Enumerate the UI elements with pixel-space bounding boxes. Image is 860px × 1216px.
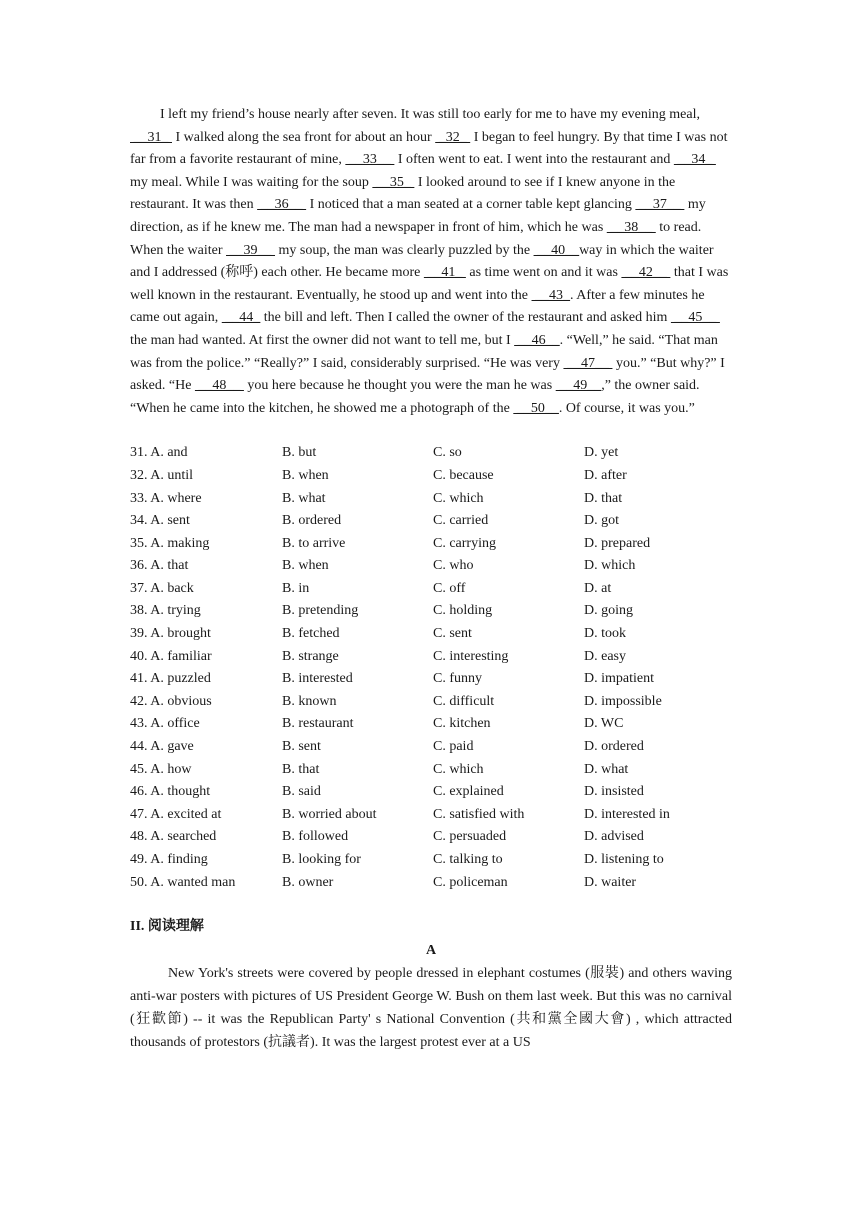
blank: __36__ (257, 197, 307, 213)
blank: __46__ (514, 332, 560, 348)
option-c: C. off (433, 580, 466, 596)
option-d: D. yet (584, 445, 619, 461)
option-a: 50. A. wanted man (130, 874, 236, 890)
option-row (130, 759, 732, 782)
option-c: C. difficult (433, 693, 495, 709)
exam-page (130, 104, 732, 1054)
option-d: D. prepared (584, 535, 651, 551)
option-a: 42. A. obvious (130, 693, 212, 709)
passage-text: I began to feel hungry. By that time I was not far from a favorite restaurant of mine, (130, 129, 728, 168)
option-d: D. listening to (584, 852, 664, 867)
blank: __34_ (673, 152, 716, 168)
blank: _32_ (435, 129, 471, 145)
option-a: 39. A. brought (130, 626, 211, 642)
passage-letter: A (425, 943, 437, 959)
passage-text: to read. When the waiter (130, 219, 702, 258)
option-row (130, 668, 732, 691)
option-d: D. got (584, 513, 619, 529)
option-b: B. in (282, 580, 310, 596)
option-b: B. fetched (282, 626, 340, 642)
passage-text: the man had wanted. At first the owner did not want to tell me, but I (130, 332, 515, 348)
option-d: D. impossible (584, 693, 662, 709)
option-b: B. followed (282, 829, 349, 845)
blank: __44_ (221, 310, 261, 326)
option-d: D. which (584, 558, 636, 574)
option-c: C. paid (433, 739, 474, 755)
passage-text: my soup, the man was clearly puzzled by the (275, 242, 534, 258)
passage-text: I walked along the sea front for about an hour (172, 129, 436, 145)
option-row (130, 713, 732, 736)
option-d: D. WC (584, 716, 624, 732)
option-c: C. carried (433, 513, 489, 529)
option-b: B. strange (282, 648, 339, 664)
option-a: 35. A. making (130, 535, 210, 551)
blank: __50__ (513, 400, 559, 416)
blank: __41_ (423, 265, 466, 281)
blank: __35_ (372, 174, 415, 190)
blank: __39__ (226, 242, 276, 258)
passage-text: way in which the waiter and I addressed (称呼) each other. He became more (130, 242, 714, 281)
option-a: 31. A. and (130, 445, 188, 461)
option-b: B. looking for (282, 852, 361, 867)
passage-text: . Of course, it was you.” (558, 400, 695, 416)
option-b: B. restaurant (282, 716, 354, 732)
passage-text: that I was well known in the restaurant. Eventually, he stood up and went into the (130, 265, 729, 303)
option-row (130, 442, 732, 465)
blank: __42__ (621, 265, 671, 281)
option-a: 41. A. puzzled (130, 671, 211, 687)
blank: __47__ (563, 355, 613, 371)
option-a: 36. A. that (130, 558, 189, 574)
option-row (130, 510, 732, 533)
option-d: D. interested in (584, 806, 670, 822)
option-b: B. said (282, 784, 321, 800)
option-row (130, 600, 732, 623)
option-c: C. sent (433, 626, 472, 642)
option-c: C. interesting (433, 648, 509, 664)
option-row (130, 736, 732, 759)
option-row (130, 826, 732, 849)
passage-text: I noticed that a man seated at a corner table kept glancing (306, 197, 636, 213)
blank: __48__ (194, 378, 244, 394)
option-d: D. ordered (584, 739, 644, 755)
option-row (130, 646, 732, 669)
option-b: B. ordered (282, 513, 342, 529)
blank: __38__ (606, 219, 656, 235)
option-a: 32. A. until (130, 467, 194, 483)
option-c: C. persuaded (433, 829, 507, 845)
option-row (130, 488, 732, 511)
option-a: 43. A. office (130, 716, 200, 732)
passage-text: the bill and left. Then I called the owner of the restaurant and asked him (260, 310, 671, 326)
option-b: B. to arrive (282, 535, 346, 551)
option-c: C. explained (433, 784, 504, 800)
option-b: B. pretending (282, 603, 359, 619)
option-d: D. going (584, 603, 633, 619)
option-row (130, 849, 732, 872)
option-row (130, 872, 732, 895)
option-c: C. which (433, 761, 484, 777)
option-b: B. worried about (282, 806, 377, 822)
options-list (130, 442, 732, 894)
passage-text: . “Well,” he said. “That man was from the police.” “Really?” I said, considerably surprised. “He was very (130, 332, 718, 371)
option-row (130, 555, 732, 578)
passage-text: my meal. While I was waiting for the soup (130, 174, 373, 190)
option-row (130, 781, 732, 804)
option-a: 47. A. excited at (130, 806, 222, 822)
option-a: 45. A. how (130, 761, 192, 777)
option-c: C. policeman (433, 874, 508, 890)
blank: __49__ (555, 378, 602, 394)
option-b: B. owner (282, 874, 334, 890)
blank: __40__ (533, 242, 580, 258)
option-b: B. that (282, 761, 320, 777)
option-c: C. funny (433, 671, 482, 687)
option-a: 38. A. trying (130, 603, 201, 619)
option-c: C. because (433, 467, 494, 483)
option-a: 46. A. thought (130, 784, 211, 800)
option-b: B. what (282, 490, 326, 506)
blank: __43_ (531, 287, 571, 303)
blank: __37__ (635, 197, 685, 213)
option-a: 40. A. familiar (130, 648, 212, 664)
option-a: 48. A. searched (130, 829, 217, 845)
option-a: 33. A. where (130, 490, 202, 506)
option-c: C. kitchen (433, 716, 491, 732)
option-row (130, 623, 732, 646)
option-d: D. after (584, 467, 627, 483)
passage-text: ,” the owner said. “When he came into the kitchen, he showed me a photograph of the (130, 378, 700, 416)
option-c: C. which (433, 490, 484, 506)
option-b: B. when (282, 558, 329, 574)
cloze-passage (130, 104, 732, 420)
option-b: B. known (282, 693, 337, 709)
option-row (130, 691, 732, 714)
option-c: C. holding (433, 603, 493, 619)
option-c: C. satisfied with (433, 806, 525, 822)
option-d: D. that (584, 490, 623, 506)
blank: __31_ (130, 129, 172, 145)
option-c: C. so (433, 445, 462, 461)
blank: __45__ (670, 310, 720, 326)
option-d: D. took (584, 626, 626, 642)
option-d: D. advised (584, 829, 644, 845)
passage-text: I left my friend’s house nearly after seven. It was still too early for me to have my evening meal, (160, 107, 700, 122)
passage-text: as time went on and it was (465, 265, 622, 281)
option-a: 49. A. finding (130, 852, 208, 867)
section-heading: II. 阅读理解 (130, 919, 204, 935)
option-row (130, 533, 732, 556)
passage-text: I often went to eat. I went into the restaurant and (394, 152, 674, 168)
option-b: B. but (282, 445, 317, 461)
option-d: D. waiter (584, 874, 637, 890)
option-row (130, 578, 732, 601)
passage-text: my direction, as if he knew me. The man had a newspaper in front of him, which he was (130, 197, 706, 235)
passage-text: you.” “But why?” I asked. “He (130, 355, 725, 394)
option-c: C. who (433, 558, 474, 574)
passage-text: . After a few minutes he came out again, (130, 287, 705, 326)
option-d: D. insisted (584, 784, 644, 800)
option-row (130, 465, 732, 488)
option-a: 34. A. sent (130, 513, 190, 529)
option-b: B. sent (282, 739, 321, 755)
option-a: 37. A. back (130, 580, 194, 596)
option-d: D. easy (584, 648, 626, 664)
option-d: D. impatient (584, 671, 654, 687)
option-d: D. at (584, 580, 612, 596)
passage-text: you here because he thought you were the man he was (243, 378, 556, 394)
option-b: B. interested (282, 671, 353, 687)
blank: __33__ (345, 152, 395, 168)
option-c: C. carrying (433, 535, 496, 551)
option-c: C. talking to (433, 852, 503, 867)
option-d: D. what (584, 761, 629, 777)
passage-text: I looked around to see if I knew anyone in the restaurant. It was then (130, 174, 676, 213)
option-row (130, 804, 732, 827)
option-a: 44. A. gave (130, 739, 194, 755)
reading-passage: New York's streets were covered by people dressed in elephant costumes (服裝) and others waving anti-war posters with pictures of US President George W. Bush on them last week. But this was no carnival (狂歡節) -- it was the Republican Party' s National Convention (共和黨全國大會) , which attracted thousands of protestors (抗議者). It was the largest protest ever at a US (130, 966, 732, 1051)
option-b: B. when (282, 467, 329, 483)
